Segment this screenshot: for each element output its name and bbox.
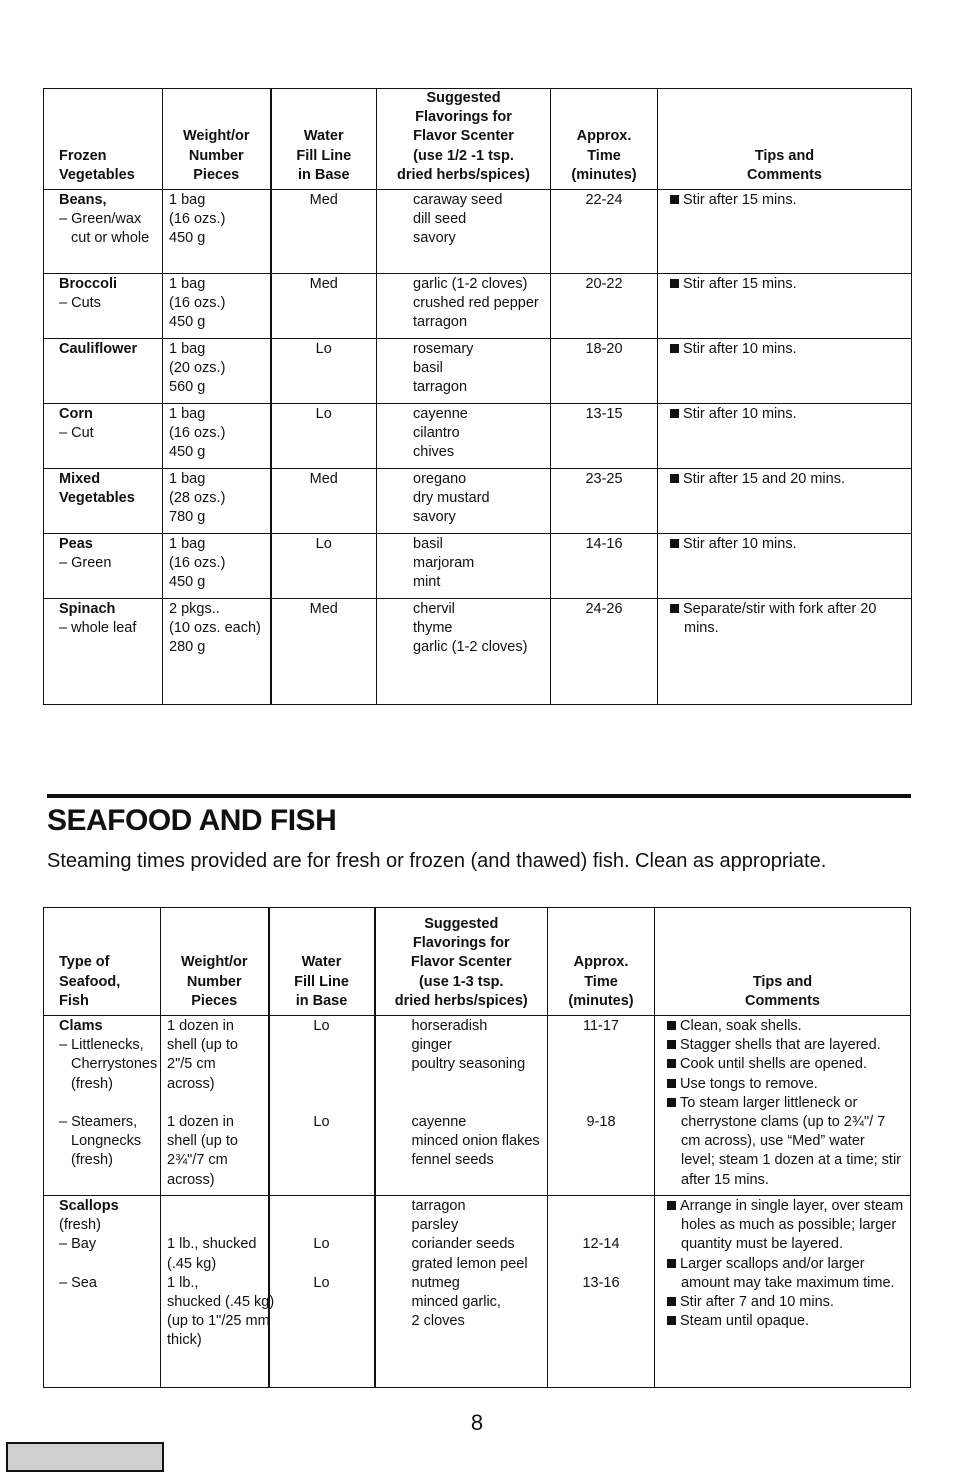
seafood-name: Scallops (fresh) – Bay – Sea	[44, 1196, 161, 1388]
section-divider	[47, 794, 911, 798]
vegetable-name: Mixed Vegetables	[44, 469, 163, 534]
vegetable-name: Beans, – Green/wax cut or whole	[44, 190, 163, 274]
water-level-cell: Lo	[271, 404, 377, 469]
fish-header-time: Approx. Time (minutes)	[548, 908, 655, 1016]
flavorings-cell: chervil thyme garlic (1-2 cloves)	[377, 599, 551, 705]
fish-header-water: Water Fill Line in Base	[269, 908, 375, 1016]
weight-cell: 1 bag (16 ozs.) 450 g	[163, 274, 271, 339]
tips-cell: Stir after 10 mins.	[658, 339, 912, 404]
vegetable-name: Peas – Green	[44, 534, 163, 599]
water-level-cell: Med	[271, 599, 377, 705]
weight-cell: 1 lb., shucked (.45 kg) 1 lb., shucked (.45 kg) (up to 1"/25 mm thick)	[161, 1196, 269, 1388]
time-cell: 20-22	[551, 274, 658, 339]
tips-cell: Stir after 15 mins.	[658, 190, 912, 274]
fish-header-row	[44, 908, 911, 1016]
water-level-cell: Med	[271, 469, 377, 534]
flavorings-cell: oregano dry mustard savory	[377, 469, 551, 534]
water-level-cell: Lo Lo	[269, 1196, 375, 1388]
weight-cell: 1 bag (28 ozs.) 780 g	[163, 469, 271, 534]
veg-header-water: Water Fill Line in Base	[271, 89, 377, 190]
bullet-square-icon	[667, 1059, 676, 1068]
table-row	[44, 339, 912, 404]
veg-header-weight: Weight/or Number Pieces	[163, 89, 271, 190]
bullet-square-icon	[670, 604, 679, 613]
section-intro: Steaming times provided are for fresh or frozen (and thawed) fish. Clean as appropriate.	[47, 850, 827, 872]
flavorings-cell: basil marjoram mint	[377, 534, 551, 599]
veg-header-tips: Tips and Comments	[658, 89, 912, 190]
flavorings-cell: tarragon parsley coriander seeds grated lemon peel nutmeg minced garlic, 2 cloves	[375, 1196, 548, 1388]
veg-header-time: Approx. Time (minutes)	[551, 89, 658, 190]
weight-cell: 1 bag (16 ozs.) 450 g	[163, 190, 271, 274]
flavorings-cell: garlic (1-2 cloves) crushed red pepper tarragon	[377, 274, 551, 339]
water-level-cell: Med	[271, 274, 377, 339]
bullet-square-icon	[670, 279, 679, 288]
time-cell: 12-14 13-16	[548, 1196, 655, 1388]
water-level-cell: Lo Lo	[269, 1016, 375, 1196]
time-cell: 14-16	[551, 534, 658, 599]
tips-cell: Stir after 10 mins.	[658, 404, 912, 469]
footer-gray-box	[6, 1442, 164, 1472]
bullet-square-icon	[670, 409, 679, 418]
time-cell: 13-15	[551, 404, 658, 469]
time-cell: 18-20	[551, 339, 658, 404]
table-row	[44, 599, 912, 705]
fish-header-type: Type of Seafood, Fish	[44, 908, 161, 1016]
bullet-square-icon	[670, 539, 679, 548]
weight-cell: 2 pkgs.. (10 ozs. each) 280 g	[163, 599, 271, 705]
table-row	[44, 534, 912, 599]
weight-cell: 1 bag (16 ozs.) 450 g	[163, 404, 271, 469]
tips-cell: Stir after 15 and 20 mins.	[658, 469, 912, 534]
bullet-square-icon	[667, 1297, 676, 1306]
water-level-cell: Lo	[271, 339, 377, 404]
bullet-square-icon	[670, 195, 679, 204]
weight-cell: 1 bag (16 ozs.) 450 g	[163, 534, 271, 599]
fish-header-weight: Weight/or Number Pieces	[161, 908, 269, 1016]
fish-header-flavorings: Suggested Flavorings for Flavor Scenter (use 1-3 tsp. dried herbs/spices)	[375, 908, 548, 1016]
time-cell: 22-24	[551, 190, 658, 274]
bullet-square-icon	[667, 1079, 676, 1088]
tips-cell: Separate/stir with fork after 20 mins.	[658, 599, 912, 705]
bullet-square-icon	[667, 1316, 676, 1325]
flavorings-cell: horseradish ginger poultry seasoning cayenne minced onion flakes fennel seeds	[375, 1016, 548, 1196]
vegetable-name: Broccoli – Cuts	[44, 274, 163, 339]
vegetable-name: Corn – Cut	[44, 404, 163, 469]
tips-cell: Stir after 15 mins.	[658, 274, 912, 339]
flavorings-cell: cayenne cilantro chives	[377, 404, 551, 469]
time-cell: 11-17 9-18	[548, 1016, 655, 1196]
table-row	[44, 1196, 911, 1388]
seafood-fish-table	[43, 907, 911, 1388]
table-row	[44, 1016, 911, 1196]
veg-header-flavorings: Suggested Flavorings for Flavor Scenter (use 1/2 -1 tsp. dried herbs/spices)	[377, 89, 551, 190]
table-row	[44, 404, 912, 469]
bullet-square-icon	[667, 1201, 676, 1210]
tips-cell: Stir after 10 mins.	[658, 534, 912, 599]
section-title: SEAFOOD AND FISH	[47, 804, 337, 837]
veg-header-item: Frozen Vegetables	[44, 89, 163, 190]
time-cell: 24-26	[551, 599, 658, 705]
tips-cell: Arrange in single layer, over steam holes as much as possible; larger quantity must be layered. Larger scallops and/or larger amount may take maximum time. Stir after 7 and 10 mins. Steam until opaque.	[655, 1196, 911, 1388]
table-row	[44, 469, 912, 534]
weight-cell: 1 bag (20 ozs.) 560 g	[163, 339, 271, 404]
time-cell: 23-25	[551, 469, 658, 534]
fish-header-tips: Tips and Comments	[655, 908, 911, 1016]
bullet-square-icon	[667, 1259, 676, 1268]
water-level-cell: Lo	[271, 534, 377, 599]
page-number: 8	[470, 1410, 484, 1435]
weight-cell: 1 dozen in shell (up to 2"/5 cm across) 1 dozen in shell (up to 2¾"/7 cm across)	[161, 1016, 269, 1196]
table-row	[44, 274, 912, 339]
water-level-cell: Med	[271, 190, 377, 274]
flavorings-cell: rosemary basil tarragon	[377, 339, 551, 404]
bullet-square-icon	[670, 474, 679, 483]
table-row	[44, 190, 912, 274]
veg-header-row	[44, 89, 912, 190]
tips-cell: Clean, soak shells. Stagger shells that are layered. Cook until shells are opened. Use tongs to remove. To steam larger littleneck or cherrystone clams (up to 2¾"/ 7 cm across), use “Med” water level; steam 1 dozen at a time; stir after 15 mins.	[655, 1016, 911, 1196]
bullet-square-icon	[670, 344, 679, 353]
bullet-square-icon	[667, 1098, 676, 1107]
frozen-vegetables-table	[43, 88, 912, 705]
flavorings-cell: caraway seed dill seed savory	[377, 190, 551, 274]
vegetable-name: Spinach – whole leaf	[44, 599, 163, 705]
seafood-name: Clams – Littlenecks, Cherrystones (fresh) – Steamers, Longnecks (fresh)	[44, 1016, 161, 1196]
bullet-square-icon	[667, 1021, 676, 1030]
vegetable-name: Cauliflower	[44, 339, 163, 404]
bullet-square-icon	[667, 1040, 676, 1049]
